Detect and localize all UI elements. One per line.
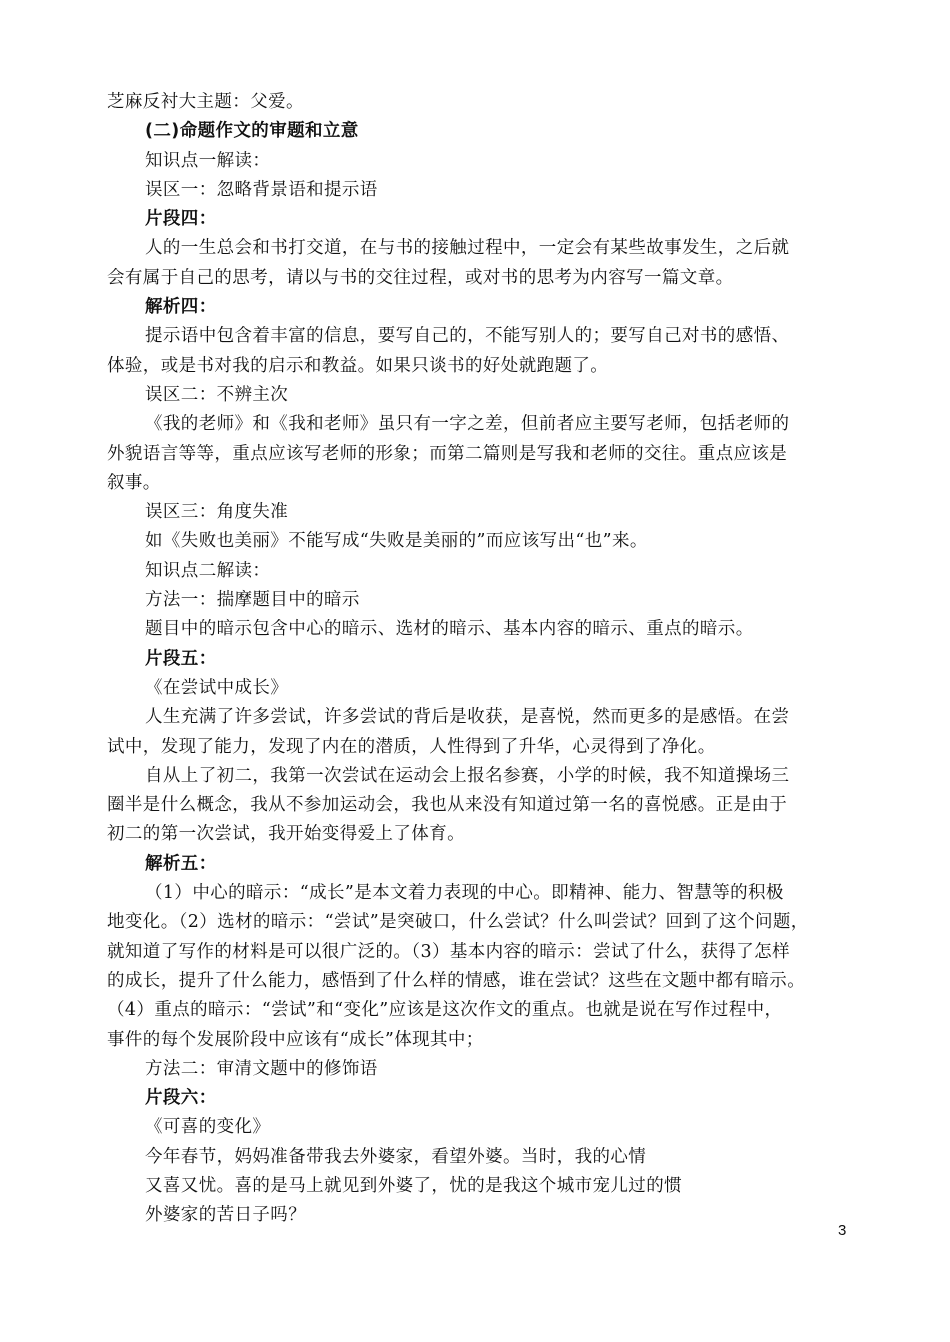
text-line: 外婆家的苦日子吗？ (145, 1205, 307, 1226)
text-line: 的成长，提升了什么能力，感悟到了什么样的情感，谁在尝试？这些在文题中都有暗示。 (107, 970, 806, 991)
text-line: 外貌语言等等，重点应该写老师的形象；而第二篇则是写我和老师的交往。重点应该是 (107, 443, 788, 464)
text-line: 方法二：审清文题中的修饰语 (145, 1058, 378, 1079)
text-line: 误区一：忽略背景语和提示语 (145, 179, 378, 200)
text-line: 误区三：角度失准 (145, 502, 289, 523)
text-line: 误区二：不辨主次 (145, 384, 289, 405)
text-line: 地变化。（2）选材的暗示：“尝试”是突破口，什么尝试？什么叫尝试？回到了这个问题， (107, 912, 809, 933)
section-heading: 片段四： (145, 209, 217, 230)
text-line: 又喜又忧。喜的是马上就见到外婆了，忧的是我这个城市宠儿过的惯 (145, 1175, 682, 1196)
text-line: 就知道了写作的材料是可以很广泛的。（3）基本内容的暗示：尝试了什么，获得了怎样 (107, 941, 790, 962)
page-number: 3 (838, 1222, 847, 1239)
text-line: 芝麻反衬大主题：父爱。 (107, 92, 304, 112)
section-heading: (二)命题作文的审题和立意 (145, 121, 359, 142)
text-line: 《我的老师》和《我和老师》虽只有一字之差，但前者应主要写老师，包括老师的 (145, 414, 790, 435)
document-body (107, 88, 852, 1231)
text-line: 体验，或是书对我的启示和教益。如果只谈书的好处就跑题了。 (107, 355, 609, 376)
section-heading: 片段六： (145, 1088, 217, 1109)
text-line: 自从上了初二，我第一次尝试在运动会上报名参赛，小学的时候，我不知道操场三 (145, 765, 790, 786)
text-line: 知识点二解读： (145, 560, 271, 581)
text-line: 会有属于自己的思考，请以与书的交往过程，或对书的思考为内容写一篇文章。 (107, 267, 734, 288)
text-line: 提示语中包含着丰富的信息，要写自己的，不能写别人的；要写自己对书的感悟、 (145, 326, 790, 347)
section-heading: 片段五： (145, 648, 217, 669)
text-line: 《在尝试中成长》 (145, 677, 289, 698)
text-line: 叙事。 (107, 472, 161, 493)
text-line: 《可喜的变化》 (145, 1117, 271, 1138)
text-line: （4）重点的暗示：“尝试”和“变化”应该是这次作文的重点。也就是说在写作过程中， (107, 1000, 783, 1021)
text-line: 人的一生总会和书打交道，在与书的接触过程中，一定会有某些故事发生，之后就 (145, 238, 790, 259)
text-line: 试中，发现了能力，发现了内在的潜质，人性得到了升华，心灵得到了净化。 (107, 736, 716, 757)
text-line: 圈半是什么概念，我从不参加运动会，我也从来没有知道过第一名的喜悦感。正是由于 (107, 795, 788, 816)
text-line: 知识点一解读： (145, 150, 271, 171)
text-line: （1）中心的暗示：“成长”是本文着力表现的中心。即精神、能力、智慧等的积极 (145, 883, 784, 904)
section-heading: 解析五： (145, 853, 217, 874)
text-line: 人生充满了许多尝试，许多尝试的背后是收获，是喜悦，然而更多的是感悟。在尝 (145, 707, 790, 728)
text-line: 今年春节，妈妈准备带我去外婆家，看望外婆。当时，我的心情 (145, 1146, 647, 1167)
text-line: 题目中的暗示包含中心的暗示、选材的暗示、基本内容的暗示、重点的暗示。 (145, 619, 754, 640)
section-heading: 解析四： (145, 297, 217, 318)
text-line: 事件的每个发展阶段中应该有“成长”体现其中； (107, 1029, 484, 1050)
text-line: 初二的第一次尝试，我开始变得爱上了体育。 (107, 824, 465, 845)
text-line: 方法一：揣摩题目中的暗示 (145, 590, 360, 611)
text-line: 如《失败也美丽》不能写成“失败是美丽的”而应该写出“也”来。 (145, 531, 648, 552)
